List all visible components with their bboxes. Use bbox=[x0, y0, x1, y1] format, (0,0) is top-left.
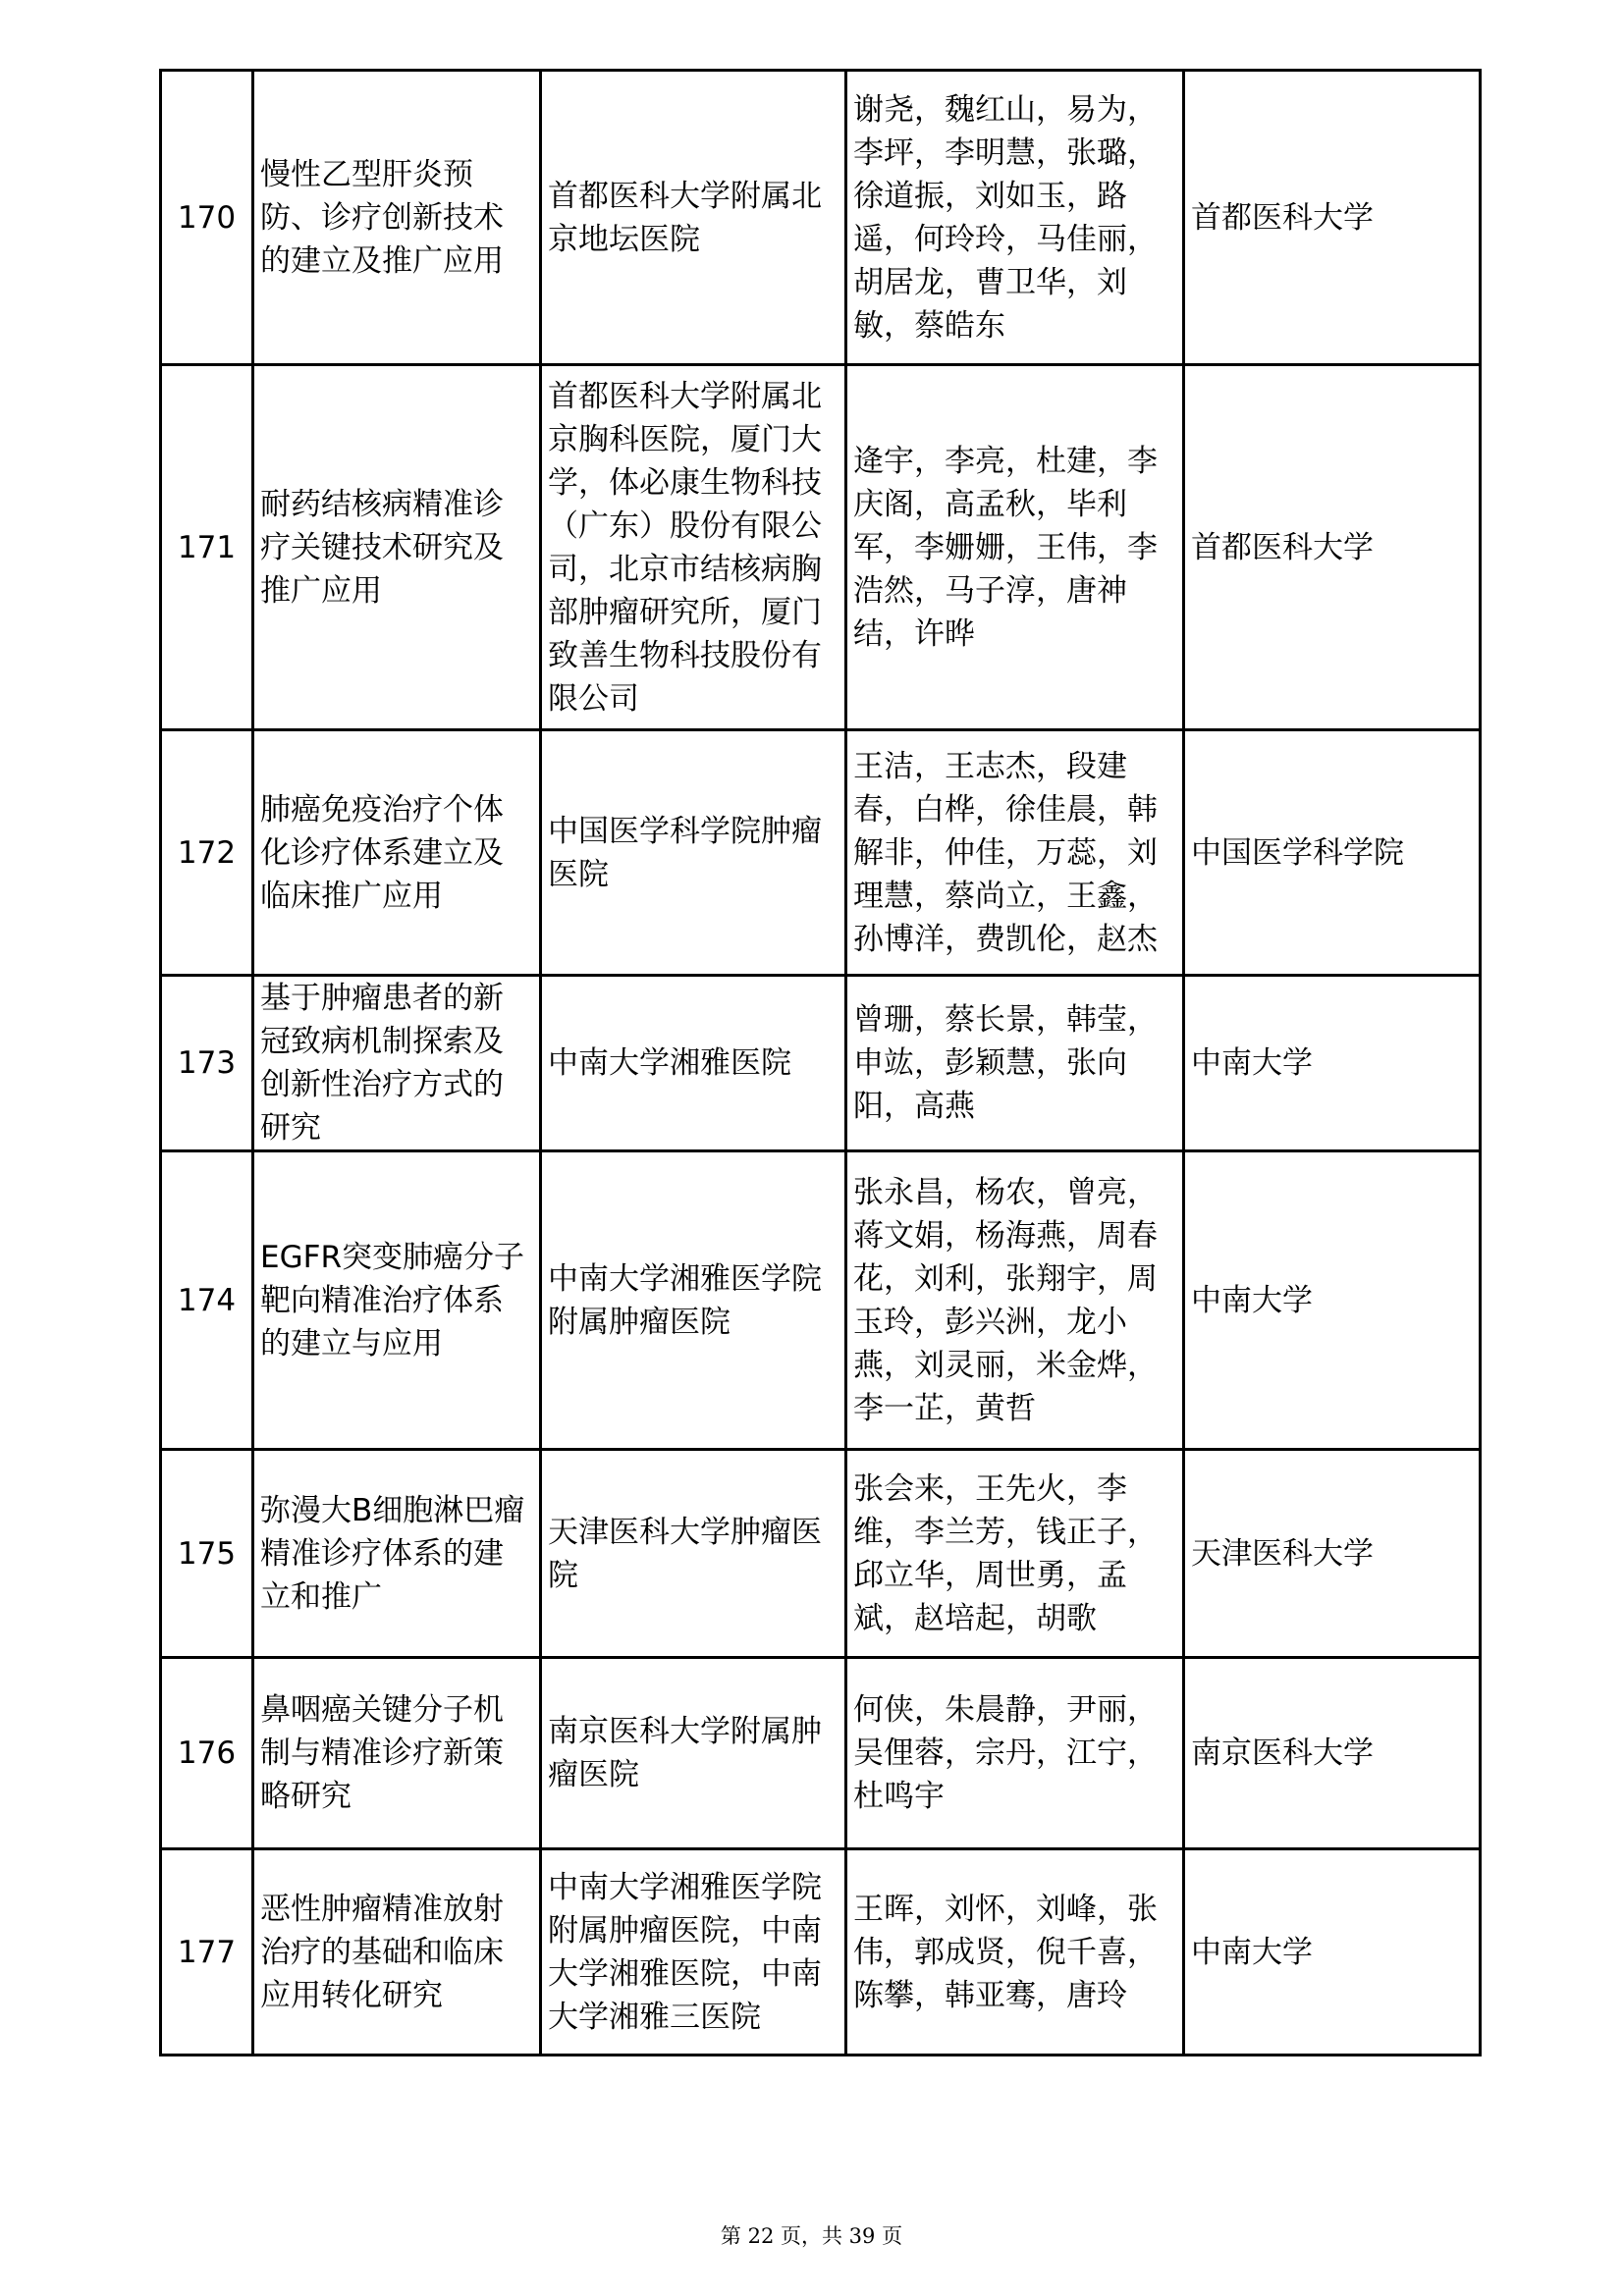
table-row bbox=[161, 976, 1481, 1151]
table-row bbox=[161, 730, 1481, 976]
table-row bbox=[161, 1450, 1481, 1658]
nominating-unit: 中国医学科学院 bbox=[1184, 730, 1481, 976]
nominating-unit: 中南大学 bbox=[1184, 1849, 1481, 2056]
table-row bbox=[161, 1849, 1481, 2056]
completion-unit: 首都医科大学附属北京地坛医院 bbox=[541, 71, 846, 365]
table-row bbox=[161, 365, 1481, 730]
row-number: 172 bbox=[161, 730, 253, 976]
completion-unit: 天津医科大学肿瘤医院 bbox=[541, 1450, 846, 1658]
row-number: 175 bbox=[161, 1450, 253, 1658]
project-title: 基于肿瘤患者的新冠致病机制探索及创新性治疗方式的研究 bbox=[253, 976, 541, 1151]
project-title: 恶性肿瘤精准放射治疗的基础和临床应用转化研究 bbox=[253, 1849, 541, 2056]
project-title: 鼻咽癌关键分子机制与精准诊疗新策略研究 bbox=[253, 1658, 541, 1849]
project-title: 弥漫大B细胞淋巴瘤精准诊疗体系的建立和推广 bbox=[253, 1450, 541, 1658]
project-title: 耐药结核病精准诊疗关键技术研究及推广应用 bbox=[253, 365, 541, 730]
completion-people: 张永昌，杨农，曾亮，蒋文娟，杨海燕，周春花，刘利，张翔宇，周玉玲，彭兴洲，龙小燕，刘灵丽，米金烨，李一芷，黄哲 bbox=[846, 1151, 1184, 1450]
award-table bbox=[159, 69, 1482, 2056]
completion-people: 王洁，王志杰，段建春，白桦，徐佳晨，韩解非，仲佳，万蕊，刘理慧，蔡尚立，王鑫，孙博洋，费凯伦，赵杰 bbox=[846, 730, 1184, 976]
completion-people: 逄宇，李亮，杜建，李庆阁，高孟秋，毕利军，李姗姗，王伟，李浩然，马子淳，唐神结，许晔 bbox=[846, 365, 1184, 730]
completion-unit: 中南大学湘雅医学院附属肿瘤医院，中南大学湘雅医院，中南大学湘雅三医院 bbox=[541, 1849, 846, 2056]
completion-people: 张会来，王先火，李维，李兰芳，钱正子，邱立华，周世勇，孟斌，赵培起，胡歌 bbox=[846, 1450, 1184, 1658]
row-number: 170 bbox=[161, 71, 253, 365]
row-number: 177 bbox=[161, 1849, 253, 2056]
project-title: 肺癌免疫治疗个体化诊疗体系建立及临床推广应用 bbox=[253, 730, 541, 976]
nominating-unit: 首都医科大学 bbox=[1184, 71, 1481, 365]
completion-people: 谢尧，魏红山，易为，李坪，李明慧，张璐，徐道振，刘如玉，路遥，何玲玲，马佳丽，胡居龙，曹卫华，刘敏，蔡皓东 bbox=[846, 71, 1184, 365]
project-title: EGFR突变肺癌分子靶向精准治疗体系的建立与应用 bbox=[253, 1151, 541, 1450]
completion-people: 曾珊，蔡长景，韩莹，申竑，彭颖慧，张向阳，高燕 bbox=[846, 976, 1184, 1151]
project-title: 慢性乙型肝炎预防、诊疗创新技术的建立及推广应用 bbox=[253, 71, 541, 365]
page-footer: 第 22 页，共 39 页 bbox=[720, 2224, 903, 2248]
nominating-unit: 中南大学 bbox=[1184, 1151, 1481, 1450]
table-row bbox=[161, 71, 1481, 365]
nominating-unit: 首都医科大学 bbox=[1184, 365, 1481, 730]
completion-unit: 中南大学湘雅医学院附属肿瘤医院 bbox=[541, 1151, 846, 1450]
row-number: 176 bbox=[161, 1658, 253, 1849]
row-number: 173 bbox=[161, 976, 253, 1151]
row-number: 171 bbox=[161, 365, 253, 730]
table-row bbox=[161, 1151, 1481, 1450]
nominating-unit: 天津医科大学 bbox=[1184, 1450, 1481, 1658]
row-number: 174 bbox=[161, 1151, 253, 1450]
completion-unit: 中南大学湘雅医院 bbox=[541, 976, 846, 1151]
completion-people: 何侠，朱晨静，尹丽，吴俚蓉，宗丹，江宁，杜鸣宇 bbox=[846, 1658, 1184, 1849]
completion-unit: 中国医学科学院肿瘤医院 bbox=[541, 730, 846, 976]
completion-unit: 首都医科大学附属北京胸科医院，厦门大学，体必康生物科技（广东）股份有限公司，北京市结核病胸部肿瘤研究所，厦门致善生物科技股份有限公司 bbox=[541, 365, 846, 730]
nominating-unit: 中南大学 bbox=[1184, 976, 1481, 1151]
nominating-unit: 南京医科大学 bbox=[1184, 1658, 1481, 1849]
completion-unit: 南京医科大学附属肿瘤医院 bbox=[541, 1658, 846, 1849]
table-row bbox=[161, 1658, 1481, 1849]
completion-people: 王晖，刘怀，刘峰，张伟，郭成贤，倪千喜，陈攀，韩亚骞，唐玲 bbox=[846, 1849, 1184, 2056]
